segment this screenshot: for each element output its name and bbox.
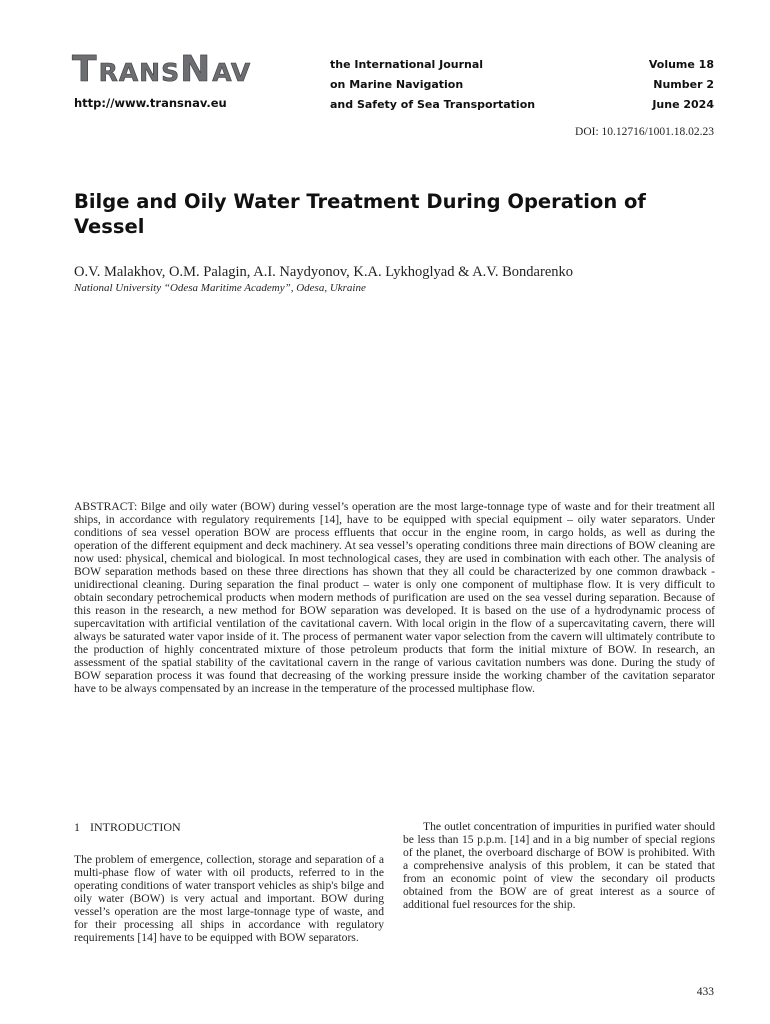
author-affiliation: National University “Odesa Maritime Academy”, Odesa, Ukraine [74,282,366,294]
issue-date-label: June 2024 [652,98,714,111]
article-title: Bilge and Oily Water Treatment During Operation of Vessel [74,190,646,238]
journal-logo [72,50,251,93]
doi[interactable]: DOI: 10.12716/1001.18.02.23 [575,126,714,138]
journal-name-line-2: on Marine Navigation [330,78,464,91]
page-number: 433 [696,986,714,998]
journal-url[interactable]: http://www.transnav.eu [74,96,227,110]
right-column [403,820,715,911]
left-column [74,820,384,944]
issue-number-label: Number 2 [653,78,714,91]
section-title: INTRODUCTION [90,820,181,834]
article-authors: O.V. Malakhov, O.M. Palagin, A.I. Naydyonov, K.A. Lykhoglyad & A.V. Bondarenko [74,264,574,280]
logo-letter-t: T [72,49,99,90]
logo-text-av: AV [212,58,252,87]
abstract: ABSTRACT: Bilge and oily water (BOW) during vessel’s operation are the most large-tonnage type of waste and for their treatment all ships, in accordance with regulatory requirements [14], have to be equipped with special equipment – oily water separators. Under conditions of sea vessel operation BOW are process effluents that occur in the engine room, in cargo holds, as well as during the operation of the different equipment and deck machinery. At sea vessel’s operating conditions three main directions of BOW cleaning are now used: physical, chemical and biological. In most technological cases, they are used in combination with each other. The analysis of BOW separation methods based on these three directions has shown that they all could be characterized by one common drawback - unidirectional cleaning. During separation the final product – water is only one component of multiphase flow. It is very difficult to obtain secondary petrochemical products when modern methods of purification are used on the sea vessel during separation. Because of this reason in the research, a new method for BOW separation was developed. It is based on the use of a hydrodynamic process of supercavitation with artificial ventilation of the cavitational cavern. With local origin in the flow of a supercavitating cavern, there will always be saturated water vapor inside of it. The process of permanent water vapor selection from the cavern will ultimately contribute to the production of highly concentrated mixture of those petroleum products that form the initial mixture of BOW. In research, an assessment of the spatial stability of the cavitational cavern in the range of various cavitation numbers was done. During the study of BOW separation process it was found that decreasing of the working pressure inside the working chamber of the cavitation separator have to be always compensated by an increase in the temperature of the processed multiphase flow. [74,500,715,695]
body-paragraph: The problem of emergence, collection, storage and separation of a multi-phase flow of water with oil products, referred to in the operating conditions of water transport vehicles as ship's bilge and oily water (BOW) is very actual and important. BOW during vessel’s operation are the most large-tonnage type of waste, and for their processing all ships in accordance with regulatory requirements [14] have to be equipped with BOW separators. [74,853,384,944]
body-paragraph: The outlet concentration of impurities in purified water should be less than 15 p.p.m. [14] and in a big number of special regions of the planet, the overboard discharge of BOW is prohibited. With a comprehensive analysis of this problem, it can be stated that from an economic point of view the secondary oil products obtained from the BOW are of great interest as a source of additional fuel resources for the ship. [403,820,715,911]
section-heading [74,820,384,834]
journal-name-line-3: and Safety of Sea Transportation [330,98,536,111]
journal-name-line-1: the International Journal [330,58,484,71]
logo-text-rans: RANS [98,58,181,87]
volume-label: Volume 18 [648,58,714,71]
section-number: 1 [74,820,80,834]
logo-letter-n: N [180,49,213,90]
